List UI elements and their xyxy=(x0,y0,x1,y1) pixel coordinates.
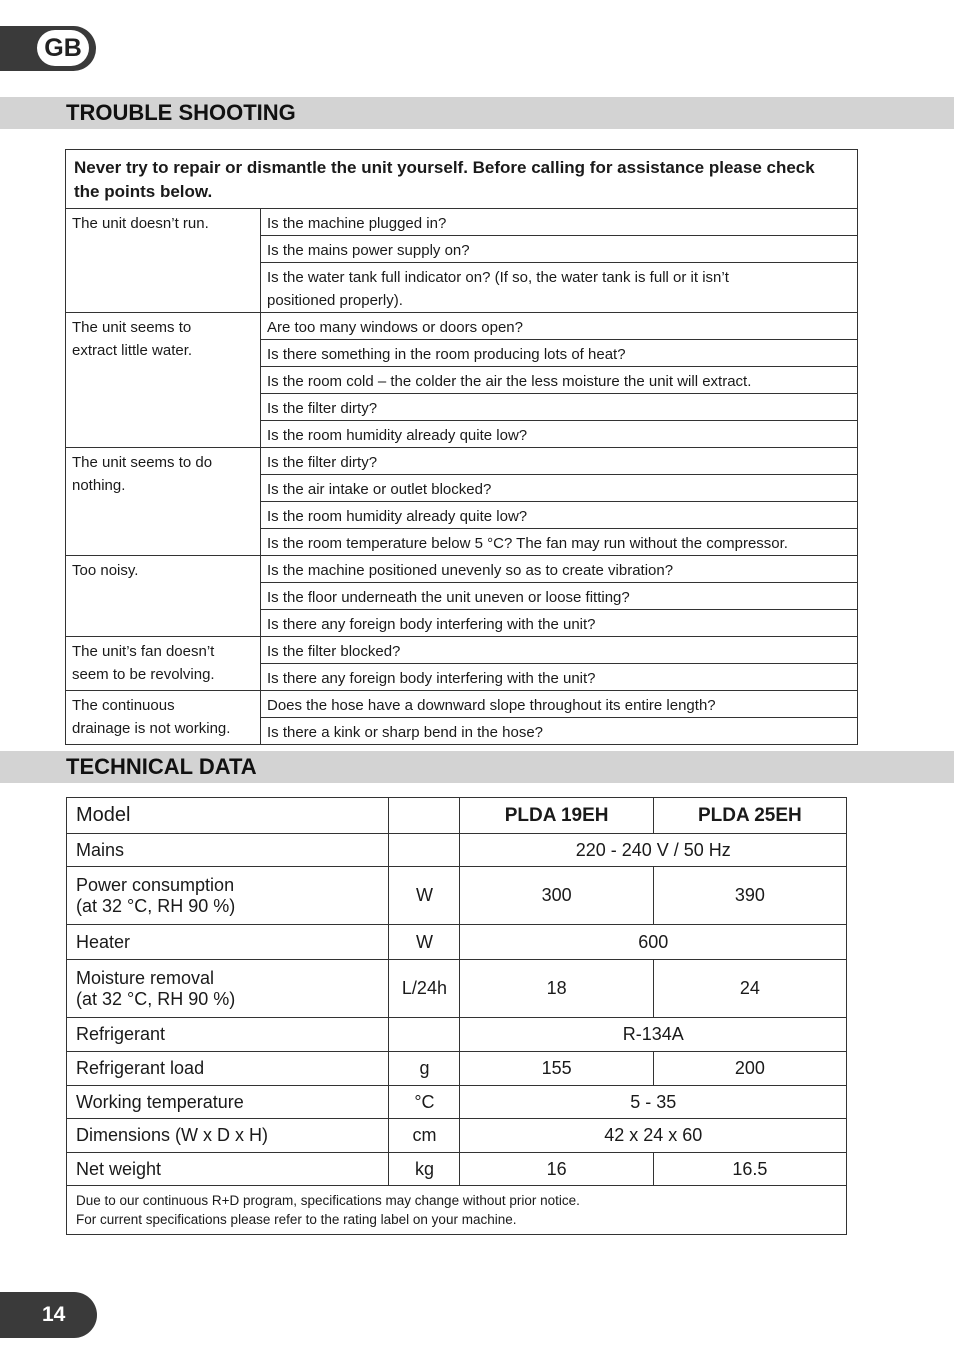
spec-value-cell: 5 - 35 xyxy=(460,1086,847,1119)
check-cell xyxy=(261,583,858,610)
problem-line: extract little water. xyxy=(72,342,193,359)
check-cell xyxy=(261,637,858,664)
check-cell xyxy=(261,421,858,448)
spec-value-a-cell: 155 xyxy=(460,1052,653,1086)
spec-unit-cell xyxy=(389,834,460,867)
trouble-shooting-table xyxy=(65,149,858,745)
spec-label-line: Power consumption xyxy=(76,874,235,895)
spec-unit-cell: kg xyxy=(389,1153,460,1186)
check-cell xyxy=(261,263,858,313)
check-cell xyxy=(261,718,858,745)
spec-value-b-cell: 16.5 xyxy=(653,1153,846,1186)
trouble-row xyxy=(66,691,858,718)
tech-row xyxy=(67,1119,847,1153)
spec-value-cell: 42 x 24 x 60 xyxy=(460,1119,847,1153)
tech-note-line: For current specifications please refer to the rating label on your machine. xyxy=(76,1212,517,1227)
spec-label-cell xyxy=(67,1086,389,1119)
spec-label-cell xyxy=(67,1153,389,1186)
trouble-row xyxy=(66,448,858,475)
problem-cell xyxy=(66,313,261,448)
spec-value-b-cell: 200 xyxy=(653,1052,846,1086)
warning-line: the points below. xyxy=(74,182,213,201)
check-line: Does the hose have a downward slope throughout its entire length? xyxy=(267,697,716,714)
check-cell xyxy=(261,664,858,691)
language-tab xyxy=(0,26,96,71)
tech-note-line: Due to our continuous R+D program, specifications may change without prior notice. xyxy=(76,1193,580,1208)
trouble-row xyxy=(66,556,858,583)
spec-value-cell: R-134A xyxy=(460,1018,847,1052)
check-line: Is the filter blocked? xyxy=(267,643,401,660)
problem-line: The unit doesn’t run. xyxy=(72,215,209,232)
check-cell xyxy=(261,367,858,394)
model-a-cell: PLDA 19EH xyxy=(460,798,653,834)
spec-label-cell xyxy=(67,1018,389,1052)
technical-data-table xyxy=(66,797,847,1235)
unit-header-cell xyxy=(389,798,460,834)
spec-unit-cell: L/24h xyxy=(389,960,460,1018)
check-line: Is the machine positioned unevenly so as to create vibration? xyxy=(267,562,674,579)
spec-label-line: (at 32 °C, RH 90 %) xyxy=(76,895,236,916)
page-number-tab xyxy=(0,1292,97,1338)
spec-label-line: (at 32 °C, RH 90 %) xyxy=(76,988,236,1009)
spec-label-cell xyxy=(67,925,389,960)
check-line: Is the room humidity already quite low? xyxy=(267,508,528,525)
spec-label-line: Refrigerant load xyxy=(76,1058,205,1078)
problem-line: The continuous xyxy=(72,697,175,714)
model-label-cell: Model xyxy=(67,798,389,834)
spec-unit-cell: cm xyxy=(389,1119,460,1153)
check-cell xyxy=(261,394,858,421)
check-line: Are too many windows or doors open? xyxy=(267,319,523,336)
spec-unit-cell: W xyxy=(389,867,460,925)
check-line: Is there something in the room producing lots of heat? xyxy=(267,346,626,363)
check-line: Is the room temperature below 5 °C? The fan may run without the compressor. xyxy=(267,535,788,552)
spec-unit-cell: °C xyxy=(389,1086,460,1119)
trouble-shooting-band xyxy=(0,97,954,129)
check-cell xyxy=(261,502,858,529)
spec-label-cell xyxy=(67,1052,389,1086)
spec-label-cell xyxy=(67,834,389,867)
spec-label-line: Mains xyxy=(76,839,125,860)
spec-value-b-cell: 390 xyxy=(653,867,846,925)
technical-data-heading: TECHNICAL DATA xyxy=(66,754,257,779)
check-line: Is the machine plugged in? xyxy=(267,215,447,232)
check-cell xyxy=(261,529,858,556)
trouble-row xyxy=(66,637,858,664)
trouble-row xyxy=(66,209,858,236)
trouble-shooting-heading: TROUBLE SHOOTING xyxy=(66,100,296,125)
problem-line: drainage is not working. xyxy=(72,720,231,737)
spec-label-line: Moisture removal xyxy=(76,967,215,988)
check-cell xyxy=(261,610,858,637)
problem-line: nothing. xyxy=(72,477,126,494)
check-line: Is the filter dirty? xyxy=(267,400,378,417)
page-number: 14 xyxy=(42,1303,66,1326)
spec-label-cell xyxy=(67,960,389,1018)
spec-unit-cell: W xyxy=(389,925,460,960)
spec-label-line: Refrigerant xyxy=(76,1024,166,1044)
check-line: Is the water tank full indicator on? (If so, the water tank is full or it isn’t xyxy=(267,269,729,286)
warning-row xyxy=(66,150,858,209)
check-cell xyxy=(261,340,858,367)
tech-row xyxy=(67,1153,847,1186)
problem-cell xyxy=(66,637,261,691)
problem-cell xyxy=(66,448,261,556)
language-badge: GB xyxy=(37,30,89,66)
technical-data-band xyxy=(0,751,954,783)
tech-row xyxy=(67,867,847,925)
spec-value-cell: 600 xyxy=(460,925,847,960)
problem-cell xyxy=(66,691,261,745)
spec-label-cell xyxy=(67,1119,389,1153)
problem-line: Too noisy. xyxy=(72,562,139,579)
check-line: Is the floor underneath the unit uneven or loose fitting? xyxy=(267,589,630,606)
spec-value-b-cell: 24 xyxy=(653,960,846,1018)
check-cell xyxy=(261,448,858,475)
tech-row xyxy=(67,1018,847,1052)
problem-line: The unit’s fan doesn’t xyxy=(72,643,215,660)
check-cell xyxy=(261,236,858,263)
problem-cell xyxy=(66,209,261,313)
check-line: Is there any foreign body interfering with the unit? xyxy=(267,670,596,687)
check-cell xyxy=(261,475,858,502)
check-line: Is the mains power supply on? xyxy=(267,242,470,259)
spec-unit-cell: g xyxy=(389,1052,460,1086)
tech-row xyxy=(67,960,847,1018)
check-line: Is there any foreign body interfering with the unit? xyxy=(267,616,596,633)
warning-line: Never try to repair or dismantle the unit yourself. Before calling for assistance please check xyxy=(74,158,815,177)
check-line: Is there a kink or sharp bend in the hose? xyxy=(267,724,544,741)
check-line: Is the air intake or outlet blocked? xyxy=(267,481,492,498)
problem-line: The unit seems to xyxy=(72,319,192,336)
check-line: positioned properly). xyxy=(267,292,403,309)
problem-line: seem to be revolving. xyxy=(72,666,215,683)
check-cell xyxy=(261,209,858,236)
check-cell xyxy=(261,313,858,340)
warning-cell xyxy=(66,150,858,209)
tech-row xyxy=(67,1086,847,1119)
tech-header-row xyxy=(67,798,847,834)
problem-line: The unit seems to do xyxy=(72,454,213,471)
tech-row xyxy=(67,834,847,867)
check-cell xyxy=(261,556,858,583)
spec-value-a-cell: 18 xyxy=(460,960,653,1018)
spec-label-line: Heater xyxy=(76,931,131,952)
spec-value-cell: 220 - 240 V / 50 Hz xyxy=(460,834,847,867)
spec-label-line: Working temperature xyxy=(76,1091,244,1112)
tech-note-row xyxy=(67,1186,847,1235)
check-line: Is the room cold – the colder the air the less moisture the unit will extract. xyxy=(267,373,752,390)
problem-cell xyxy=(66,556,261,637)
spec-label-line: Net weight xyxy=(76,1158,162,1179)
spec-value-a-cell: 16 xyxy=(460,1153,653,1186)
spec-label-cell xyxy=(67,867,389,925)
tech-note-cell xyxy=(67,1186,847,1235)
tech-row xyxy=(67,1052,847,1086)
check-cell xyxy=(261,691,858,718)
check-line: Is the room humidity already quite low? xyxy=(267,427,528,444)
spec-label-line: Dimensions (W x D x H) xyxy=(76,1125,269,1145)
check-line: Is the filter dirty? xyxy=(267,454,378,471)
spec-value-a-cell: 300 xyxy=(460,867,653,925)
tech-row xyxy=(67,925,847,960)
trouble-row xyxy=(66,313,858,340)
model-b-cell: PLDA 25EH xyxy=(653,798,846,834)
spec-unit-cell xyxy=(389,1018,460,1052)
